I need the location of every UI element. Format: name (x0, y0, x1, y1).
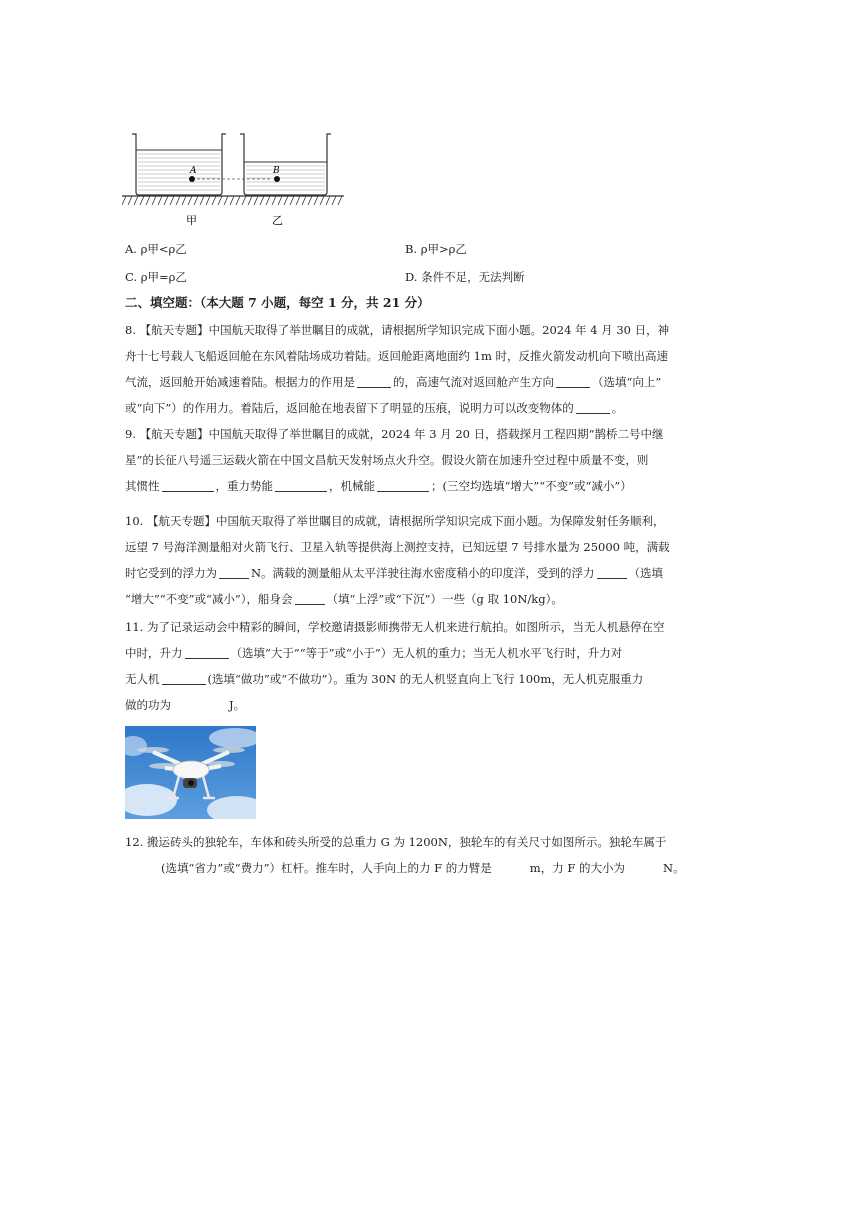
q9-line-3c: ，机械能 (329, 479, 375, 493)
q10-line-3b: N。满载的测量船从太平洋驶往海水密度稍小的印度洋，受到的浮力 (251, 566, 595, 580)
q9-line-3 (125, 473, 737, 499)
drone-image (125, 726, 256, 819)
q10-line-1: 10. 【航天专题】中国航天取得了举世瞩目的成就，请根据所学知识完成下面小题。为保障发射任务顺利， (125, 514, 665, 528)
q11-blank-2 (162, 672, 206, 685)
q9-line-3a: 其惯性 (125, 479, 160, 493)
question-12 (125, 829, 737, 881)
q12-line-2c: N。 (663, 861, 685, 875)
q12-line-2 (125, 855, 737, 881)
q12-line-2b: m，力 F 的大小为 (529, 861, 625, 875)
q8-blank-3 (576, 401, 610, 414)
q11-line-2a: 中时，升力 (125, 646, 183, 660)
option-a: A. ρ甲<ρ乙 (125, 242, 187, 256)
q8-line-3a: 气流，返回舱开始减速着陆。根据力的作用是 (125, 375, 355, 389)
q11-line-3b: (选填“做功”或“不做功”）。重为 30N 的无人机竖直向上飞行 100m，无人机克服重力 (207, 672, 644, 686)
q11-line-2 (125, 640, 737, 666)
q11-blank-1 (185, 646, 229, 659)
question-9 (125, 421, 737, 499)
q8-line-3 (125, 369, 737, 395)
q10-blank-2 (597, 566, 627, 579)
q11-line-4 (125, 692, 737, 718)
question-10 (125, 508, 737, 612)
label-a: A (190, 166, 197, 176)
option-b: B. ρ甲>ρ乙 (405, 242, 467, 256)
option-d: D. 条件不足，无法判断 (405, 270, 525, 284)
point-a (189, 176, 195, 182)
beakers-figure (122, 128, 348, 232)
question-11 (125, 614, 737, 718)
q9-blank-2 (275, 479, 327, 492)
q10-blank-3 (295, 592, 325, 605)
q9-line-1: 9. 【航天专题】中国航天取得了举世瞩目的成就，2024 年 3 月 20 日，搭载探月工程四期“鹊桥二号中继 (125, 427, 664, 441)
point-b (274, 176, 280, 182)
q9-blank-3 (377, 479, 429, 492)
q9-line-2: 星”的长征八号遥三运载火箭在中国文昌航天发射场点火升空。假设火箭在加速升空过程中质量不变，则 (125, 453, 649, 467)
q11-line-4a: 做的功为 (125, 698, 171, 712)
q11-line-3 (125, 666, 737, 692)
q8-line-2: 舟十七号载人飞船返回舱在东风着陆场成功着陆。返回舱距离地面约 1m 时，反推火箭发动机向下喷出高速 (125, 349, 669, 363)
q11-line-3a: 无人机 (125, 672, 160, 686)
q8-blank-1 (357, 375, 391, 388)
caption-jia: 甲 (186, 214, 197, 227)
q12-line-2a: (选填“省力”或“费力”）杠杆。推车时，人手向上的力 F 的力臂是 (161, 861, 492, 875)
q8-line-3b: 的，高速气流对返回舱产生方向 (393, 375, 554, 389)
q9-blank-1 (162, 479, 214, 492)
drone-photo (125, 726, 256, 819)
q9-line-3d: ；(三空均选填“增大”“不变”或“减小”） (431, 479, 632, 493)
section-title: 二、填空题：（本大题 7 小题，每空 1 分，共 21 分） (125, 295, 430, 310)
option-c: C. ρ甲=ρ乙 (125, 270, 187, 284)
q8-line-4 (125, 395, 737, 421)
q10-line-4 (125, 586, 737, 612)
label-b: B (273, 166, 280, 176)
q11-line-2b: （选填“大于”“等于”或“小于”）无人机的重力；当无人机水平飞行时，升力对 (230, 646, 623, 660)
q8-line-4a: 或“向下”）的作用力。着陆后，返回舱在地表留下了明显的压痕，说明力可以改变物体的 (125, 401, 574, 415)
q10-line-3 (125, 560, 737, 586)
q11-line-1: 11. 为了记录运动会中精彩的瞬间，学校邀请摄影师携带无人机来进行航拍。如图所示，当无人机悬停在空 (125, 620, 665, 634)
q11-line-4b: J。 (229, 698, 246, 712)
q8-line-1: 8. 【航天专题】中国航天取得了举世瞩目的成就，请根据所学知识完成下面小题。2024 年 4 月 30 日，神 (125, 323, 670, 337)
q9-line-3b: ，重力势能 (215, 479, 273, 493)
q10-line-3a: 时它受到的浮力为 (125, 566, 217, 580)
q10-line-3c: （选填 (628, 566, 664, 580)
q8-line-4b: 。 (611, 401, 624, 415)
q8-blank-2 (556, 375, 590, 388)
q10-line-4a: “增大”“不变”或“减小”），船身会 (125, 592, 293, 606)
q12-line-1: 12. 搬运砖头的独轮车，车体和砖头所受的总重力 G 为 1200N，独轮车的有关尺寸如图所示。独轮车属于 (125, 835, 667, 849)
caption-yi: 乙 (272, 214, 283, 227)
ground-hatch (122, 196, 342, 205)
q8-line-3c: （选填“向上” (592, 375, 662, 389)
question-8 (125, 317, 737, 421)
q10-line-2: 远望 7 号海洋测量船对火箭飞行、卫星入轨等提供海上测控支持，已知远望 7 号排水量为 25000 吨，满载 (125, 540, 670, 554)
q10-blank-1 (219, 566, 249, 579)
q10-line-4b: （填“上浮”或“下沉”）一些（g 取 10N/kg）。 (326, 592, 563, 606)
